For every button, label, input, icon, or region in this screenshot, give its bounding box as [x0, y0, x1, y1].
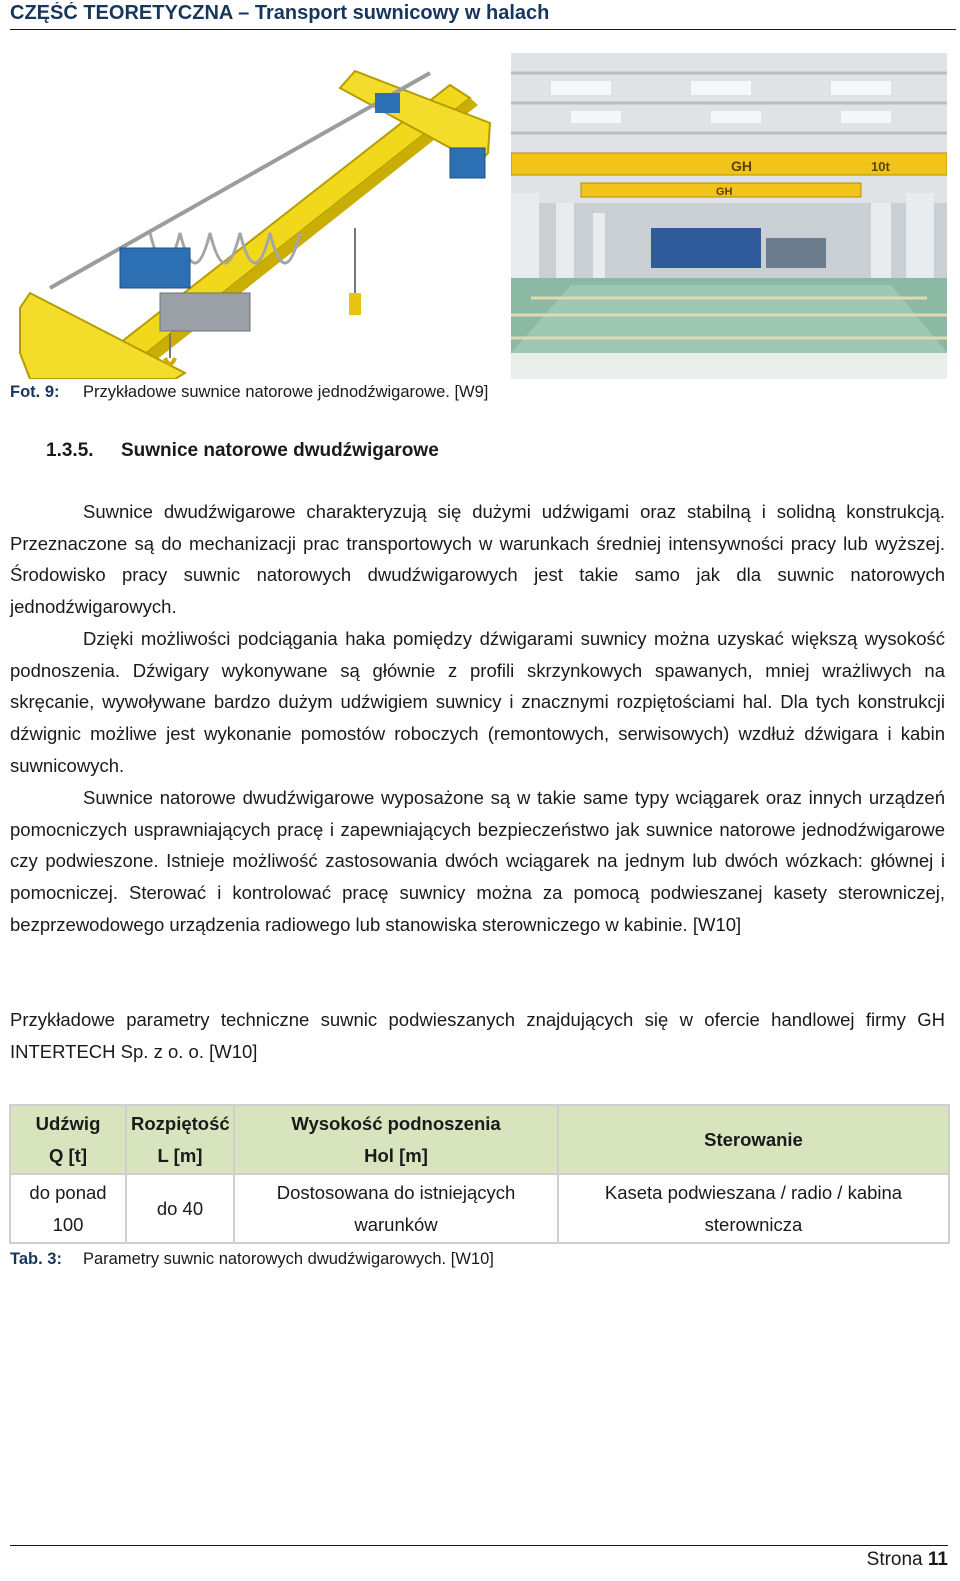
header-lifting-height: Wysokość podnoszenia Hol [m]	[234, 1105, 558, 1174]
header-span: Rozpiętość L [m]	[126, 1105, 234, 1174]
table-header-row	[10, 1105, 949, 1174]
paragraph-2: Dzięki możliwości podciągania haka pomiędzy dźwigarami suwnicy można uzyskać większą wysokość podnoszenia. Dźwigary wykonywane są głównie z profili skrzynkowych spawanych, mniej wrażliwych na skręcanie, wywoływane bardzo dużym udźwigiem suwnicy i znacznymi rozpiętościami hal. Dla tych konstrukcji dźwignic możliwe jest wykonanie pomostów roboczych (remontowych, serwisowych) wzdłuż dźwigara i kabin suwnicowych.	[10, 628, 945, 776]
crane-sign-gh: GH	[731, 158, 752, 174]
cell-control: Kaseta podwieszana / radio / kabina sterownicza	[558, 1174, 949, 1243]
crane-sign-capacity: 10t	[871, 159, 890, 174]
crane-hall-photo	[511, 53, 947, 379]
page-number: 11	[927, 1549, 948, 1570]
paragraph-4: Przykładowe parametry techniczne suwnic podwieszanych znajdujących się w ofercie handlowej firmy GH INTERTECH Sp. z o. o. [W10]	[10, 1009, 945, 1062]
table-row	[10, 1174, 949, 1243]
figure-caption	[10, 383, 488, 402]
section-title: Suwnice natorowe dwudźwigarowe	[121, 440, 439, 461]
crane-parameters-table	[9, 1104, 950, 1244]
section-number: 1.3.5.	[46, 440, 94, 461]
header-control: Sterowanie	[558, 1105, 949, 1174]
page-header: CZĘŚĆ TEORETYCZNA – Transport suwnicowy w halach	[10, 2, 956, 30]
paragraph-1: Suwnice dwudźwigarowe charakteryzują się dużymi udźwigami oraz stabilną i solidną konstrukcją. Przeznaczone są do mechanizacji prac transportowych w warunkach średniej intensywności pracy lub wyższej. Środowisko pracy suwnic natorowych dwudźwigarowych jest takie samo jak dla suwnic natorowych jednodźwigarowych.	[10, 501, 945, 618]
header-capacity: Udźwig Q [t]	[10, 1105, 126, 1174]
table-caption-text: Parametry suwnic natorowych dwudźwigarowych. [W10]	[83, 1250, 494, 1268]
figure-label: Fot. 9:	[10, 383, 60, 401]
table-label: Tab. 3:	[10, 1250, 62, 1268]
crane-render-image	[10, 53, 500, 379]
page-label: Strona	[866, 1549, 923, 1570]
figure-caption-text: Przykładowe suwnice natorowe jednodźwigarowe. [W9]	[83, 383, 489, 401]
paragraph-3: Suwnice natorowe dwudźwigarowe wyposażone są w takie same typy wciągarek oraz innych urządzeń pomocniczych usprawniających pracę i zapewniających bezpieczeństwo jak suwnice natorowe jednodźwigarowe czy podwieszone. Istnieje możliwość zastosowania dwóch wciągarek na jednym lub dwóch wózkach: głównej i pomocniczej. Sterować i kontrolować pracę suwnicy można za pomocą podwieszanej kasety sterowniczej, bezprzewodowego urządzenia radiowego lub stanowiska sterowniczego w kabinie. [W10]	[10, 787, 945, 935]
cell-capacity: do ponad 100	[10, 1174, 126, 1243]
section-heading	[46, 440, 439, 462]
crane-sign-gh-2: GH	[716, 186, 733, 198]
page-footer	[10, 1545, 948, 1571]
cell-span: do 40	[126, 1174, 234, 1243]
table-caption	[10, 1250, 494, 1269]
cell-lifting-height: Dostosowana do istniejących warunków	[234, 1174, 558, 1243]
